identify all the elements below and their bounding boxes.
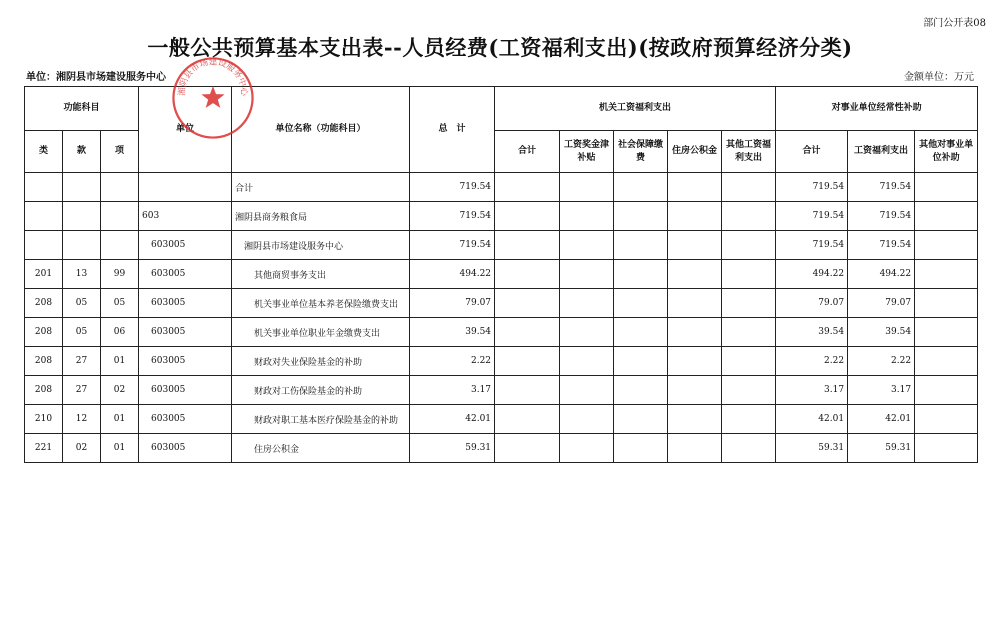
header-org-group: 机关工资福利支出	[495, 87, 776, 131]
cell-org-other	[722, 231, 776, 260]
cell-org-social	[614, 434, 668, 463]
cell-org-total	[495, 434, 560, 463]
cell-xiang: 01	[101, 347, 139, 376]
header-lei: 类	[25, 131, 63, 173]
cell-xiang	[101, 231, 139, 260]
cell-sub-wage: 3.17	[848, 376, 915, 405]
cell-total: 719.54	[410, 202, 495, 231]
cell-total: 39.54	[410, 318, 495, 347]
cell-lei	[25, 173, 63, 202]
cell-org-social	[614, 231, 668, 260]
cell-sub-total: 494.22	[776, 260, 848, 289]
cell-sub-total: 719.54	[776, 202, 848, 231]
cell-total: 2.22	[410, 347, 495, 376]
cell-xiang: 06	[101, 318, 139, 347]
page-title: 一般公共预算基本支出表--人员经费(工资福利支出)(按政府预算经济分类)	[147, 35, 853, 60]
cell-unit-name: 机关事业单位基本养老保险缴费支出	[232, 289, 410, 318]
cell-org-wage	[560, 260, 614, 289]
cell-sub-total: 719.54	[776, 231, 848, 260]
cell-lei: 208	[25, 347, 63, 376]
cell-org-housing	[668, 376, 722, 405]
cell-org-housing	[668, 231, 722, 260]
cell-org-social	[614, 376, 668, 405]
cell-org-wage	[560, 405, 614, 434]
table-row	[25, 376, 978, 405]
cell-xiang: 01	[101, 434, 139, 463]
cell-kuan: 27	[63, 347, 101, 376]
cell-kuan: 13	[63, 260, 101, 289]
cell-sub-wage: 2.22	[848, 347, 915, 376]
header-org-total: 合计	[495, 131, 560, 173]
header-sub-total: 合计	[776, 131, 848, 173]
svg-text:湘阴县市场建设服务中心: 湘阴县市场建设服务中心	[177, 57, 249, 97]
cell-sub-total: 59.31	[776, 434, 848, 463]
cell-org-wage	[560, 289, 614, 318]
cell-org-other	[722, 376, 776, 405]
cell-unit-code: 603005	[139, 231, 232, 260]
cell-unit-name: 合计	[232, 173, 410, 202]
cell-sub-wage: 39.54	[848, 318, 915, 347]
cell-total: 719.54	[410, 231, 495, 260]
cell-lei: 208	[25, 318, 63, 347]
money-unit-label: 金额单位：万元	[904, 72, 974, 83]
cell-kuan: 02	[63, 434, 101, 463]
cell-total: 59.31	[410, 434, 495, 463]
budget-table	[24, 86, 978, 463]
header-sub-other: 其他对事业单位补助	[915, 131, 978, 173]
header-org-other: 其他工资福利支出	[722, 131, 776, 173]
cell-total: 3.17	[410, 376, 495, 405]
cell-kuan: 27	[63, 376, 101, 405]
cell-sub-other	[915, 376, 978, 405]
cell-org-total	[495, 289, 560, 318]
table-row	[25, 405, 978, 434]
cell-org-social	[614, 173, 668, 202]
cell-unit-name: 其他商贸事务支出	[232, 260, 410, 289]
header-unit-name: 单位名称（功能科目）	[232, 87, 410, 173]
cell-sub-other	[915, 318, 978, 347]
cell-org-wage	[560, 318, 614, 347]
cell-unit-code: 603005	[139, 347, 232, 376]
cell-lei	[25, 202, 63, 231]
cell-total: 719.54	[410, 173, 495, 202]
cell-xiang	[101, 173, 139, 202]
header-org-social: 社会保障缴费	[614, 131, 668, 173]
cell-org-total	[495, 318, 560, 347]
cell-sub-other	[915, 405, 978, 434]
cell-org-total	[495, 405, 560, 434]
cell-lei: 208	[25, 289, 63, 318]
cell-org-social	[614, 289, 668, 318]
cell-sub-wage: 494.22	[848, 260, 915, 289]
cell-sub-wage: 719.54	[848, 231, 915, 260]
cell-sub-other	[915, 231, 978, 260]
cell-lei: 221	[25, 434, 63, 463]
cell-org-total	[495, 173, 560, 202]
cell-kuan	[63, 231, 101, 260]
cell-sub-total: 719.54	[776, 173, 848, 202]
table-row	[25, 289, 978, 318]
cell-org-housing	[668, 289, 722, 318]
cell-unit-name: 湘阴县商务粮食局	[232, 202, 410, 231]
cell-total: 79.07	[410, 289, 495, 318]
cell-org-social	[614, 202, 668, 231]
cell-unit-code: 603005	[139, 405, 232, 434]
cell-org-housing	[668, 173, 722, 202]
cell-xiang: 01	[101, 405, 139, 434]
cell-unit-name: 财政对失业保险基金的补助	[232, 347, 410, 376]
cell-sub-wage: 42.01	[848, 405, 915, 434]
cell-org-housing	[668, 434, 722, 463]
header-func-subject: 功能科目	[25, 87, 139, 131]
cell-org-wage	[560, 231, 614, 260]
cell-unit-name: 财政对职工基本医疗保险基金的补助	[232, 405, 410, 434]
cell-unit-code: 603005	[139, 376, 232, 405]
cell-org-other	[722, 405, 776, 434]
cell-kuan	[63, 173, 101, 202]
cell-org-other	[722, 173, 776, 202]
cell-unit-code: 603005	[139, 260, 232, 289]
cell-unit-name: 财政对工伤保险基金的补助	[232, 376, 410, 405]
cell-org-housing	[668, 405, 722, 434]
cell-xiang: 05	[101, 289, 139, 318]
table-row	[25, 173, 978, 202]
header-subsidy-group: 对事业单位经常性补助	[776, 87, 978, 131]
cell-org-other	[722, 318, 776, 347]
header-unit-code: 单位	[139, 87, 232, 173]
cell-org-housing	[668, 318, 722, 347]
cell-lei	[25, 231, 63, 260]
cell-unit-code: 603005	[139, 434, 232, 463]
cell-sub-wage: 719.54	[848, 173, 915, 202]
cell-sub-wage: 59.31	[848, 434, 915, 463]
cell-org-other	[722, 347, 776, 376]
cell-org-wage	[560, 434, 614, 463]
cell-org-wage	[560, 376, 614, 405]
cell-sub-other	[915, 434, 978, 463]
cell-xiang	[101, 202, 139, 231]
cell-lei: 201	[25, 260, 63, 289]
header-kuan: 款	[63, 131, 101, 173]
cell-unit-name: 住房公积金	[232, 434, 410, 463]
cell-org-social	[614, 347, 668, 376]
header-sub-wage: 工资福利支出	[848, 131, 915, 173]
table-row	[25, 260, 978, 289]
cell-sub-total: 3.17	[776, 376, 848, 405]
table-row	[25, 202, 978, 231]
cell-org-wage	[560, 202, 614, 231]
header-org-wage: 工资奖金津补贴	[560, 131, 614, 173]
cell-total: 494.22	[410, 260, 495, 289]
cell-kuan: 05	[63, 318, 101, 347]
header-org-housing: 住房公积金	[668, 131, 722, 173]
cell-lei: 210	[25, 405, 63, 434]
table-row	[25, 231, 978, 260]
cell-sub-other	[915, 289, 978, 318]
cell-org-social	[614, 260, 668, 289]
cell-org-housing	[668, 347, 722, 376]
cell-unit-code: 603	[139, 202, 232, 231]
unit-label: 单位：湘阴县市场建设服务中心	[26, 72, 166, 83]
cell-sub-other	[915, 202, 978, 231]
cell-kuan: 05	[63, 289, 101, 318]
cell-kuan	[63, 202, 101, 231]
cell-org-social	[614, 405, 668, 434]
cell-sub-total: 42.01	[776, 405, 848, 434]
cell-org-housing	[668, 202, 722, 231]
cell-kuan: 12	[63, 405, 101, 434]
cell-unit-name: 机关事业单位职业年金缴费支出	[232, 318, 410, 347]
table-row	[25, 347, 978, 376]
cell-sub-total: 39.54	[776, 318, 848, 347]
cell-sub-other	[915, 260, 978, 289]
table-number-label: 部门公开表08	[923, 18, 986, 29]
cell-unit-code: 603005	[139, 318, 232, 347]
table-row	[25, 318, 978, 347]
table-row	[25, 434, 978, 463]
cell-org-total	[495, 231, 560, 260]
cell-org-total	[495, 376, 560, 405]
cell-sub-wage: 719.54	[848, 202, 915, 231]
cell-org-social	[614, 318, 668, 347]
cell-sub-other	[915, 173, 978, 202]
cell-unit-code: 603005	[139, 289, 232, 318]
cell-unit-code	[139, 173, 232, 202]
cell-sub-other	[915, 347, 978, 376]
cell-org-wage	[560, 347, 614, 376]
cell-org-total	[495, 202, 560, 231]
cell-org-housing	[668, 260, 722, 289]
cell-unit-name: 湘阴县市场建设服务中心	[232, 231, 410, 260]
cell-xiang: 02	[101, 376, 139, 405]
cell-org-other	[722, 260, 776, 289]
header-xiang: 项	[101, 131, 139, 173]
cell-org-total	[495, 347, 560, 376]
cell-org-total	[495, 260, 560, 289]
cell-xiang: 99	[101, 260, 139, 289]
cell-org-wage	[560, 173, 614, 202]
cell-sub-total: 2.22	[776, 347, 848, 376]
cell-total: 42.01	[410, 405, 495, 434]
cell-org-other	[722, 434, 776, 463]
cell-lei: 208	[25, 376, 63, 405]
cell-sub-wage: 79.07	[848, 289, 915, 318]
cell-sub-total: 79.07	[776, 289, 848, 318]
cell-org-other	[722, 202, 776, 231]
cell-org-other	[722, 289, 776, 318]
header-total: 总 计	[410, 87, 495, 173]
